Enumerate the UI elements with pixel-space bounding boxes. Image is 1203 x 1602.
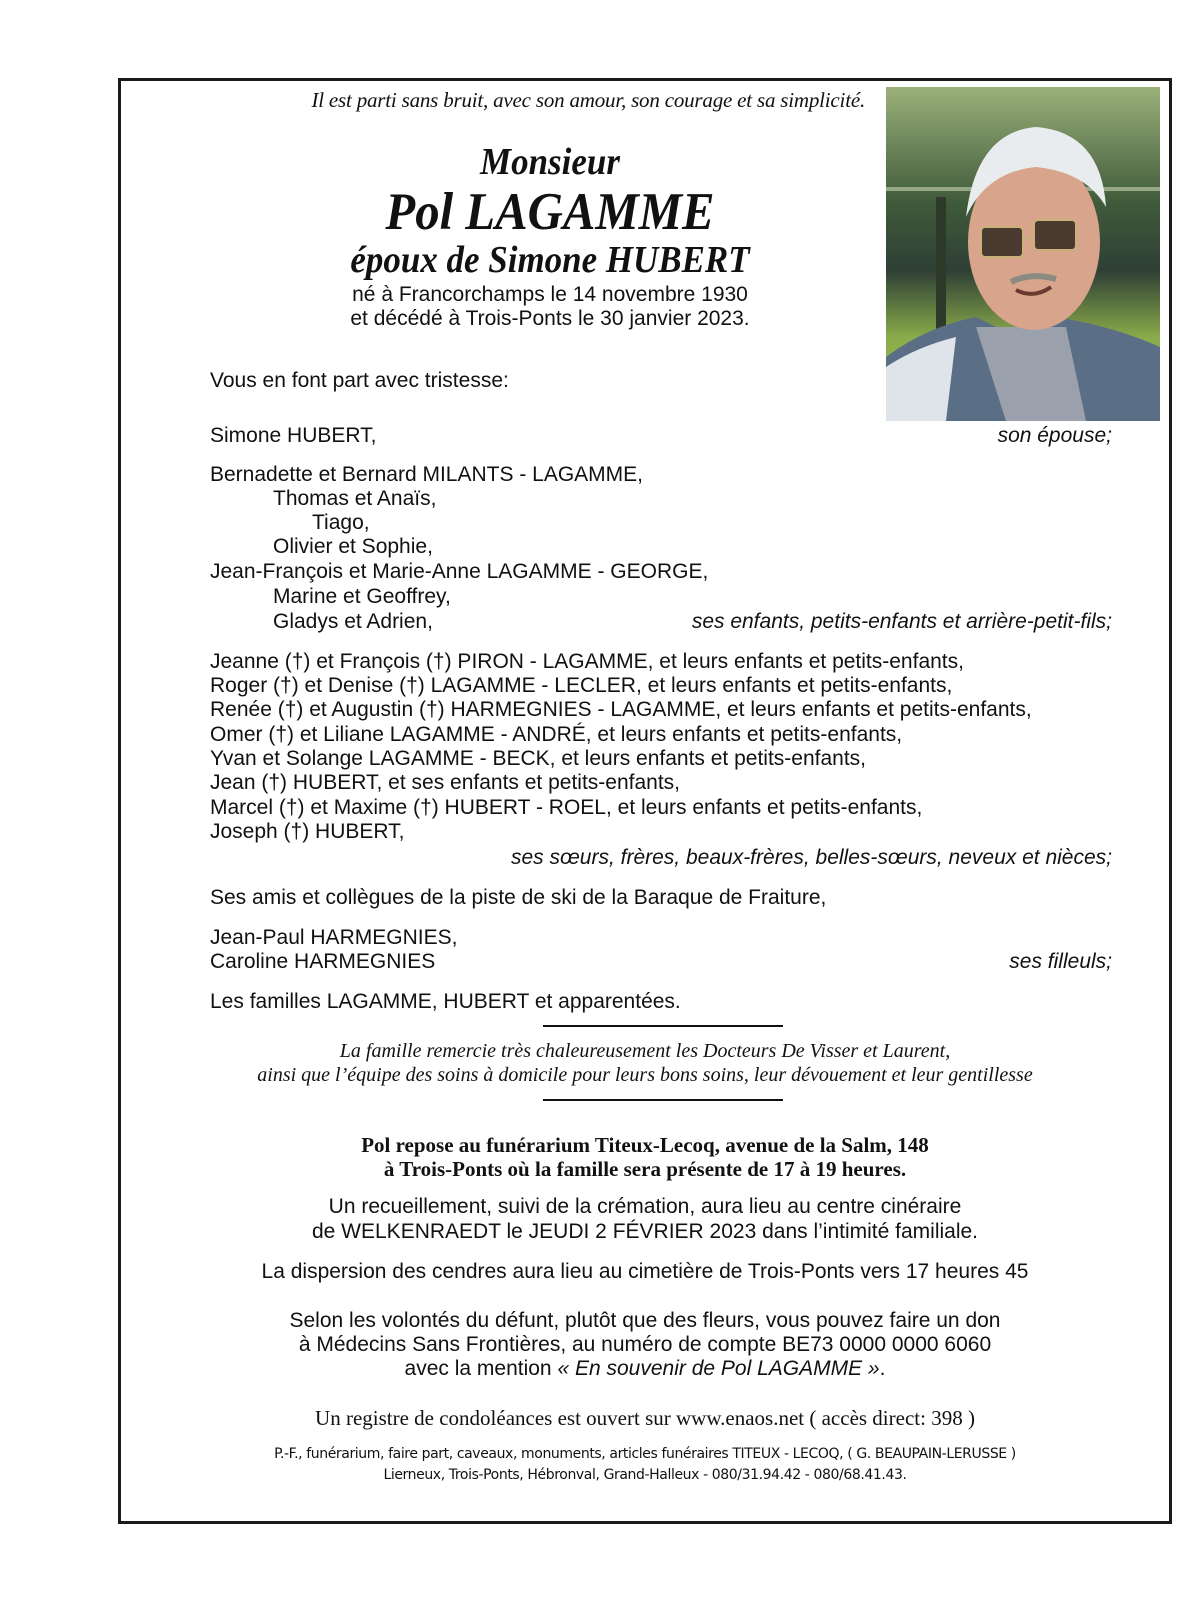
family-line: Bernadette et Bernard MILANTS - LAGAMME, [210,463,644,486]
rest-line-1: Pol repose au funérarium Titeux-Lecoq, avenue de la Salm, 148 [361,1133,929,1157]
registry-prefix: Un registre de condoléances est ouvert sur [315,1406,676,1430]
honorific-title: Monsieur [480,141,620,183]
sibling-line: Omer (†) et Liliane LAGAMME - ANDRÉ, et leurs enfants et petits-enfants, [210,723,903,746]
donation-line-3 [130,1357,1160,1381]
sibling-line: Renée (†) et Augustin (†) HARMEGNIES - LAGAMME, et leurs enfants et petits-enfants, [210,698,1032,721]
intro-text: Vous en font part avec tristesse: [210,369,509,392]
family-line: Tiago, [312,511,370,534]
donation-line-1: Selon les volontés du défunt, plutôt que des fleurs, vous pouvez faire un don [289,1309,1001,1332]
separator-line [543,1025,783,1027]
sibling-line: Yvan et Solange LAGAMME - BECK, et leurs enfants et petits-enfants, [210,747,867,770]
family-line: Marine et Geoffrey, [273,585,451,608]
sibling-line: Roger (†) et Denise (†) LAGAMME - LECLER, et leurs enfants et petits-enfants, [210,674,953,697]
friends-line: Ses amis et collègues de la piste de ski de la Baraque de Fraiture, [210,886,827,909]
thanks-line-1: La famille remercie très chaleureusement les Docteurs De Visser et Laurent, [339,1040,951,1062]
dispersion-line: La dispersion des cendres aura lieu au cimetière de Trois-Ponts vers 17 heures 45 [261,1260,1029,1283]
sibling-line: Jean (†) HUBERT, et ses enfants et petits-enfants, [210,771,681,794]
donation-quote: « En souvenir de Pol LAGAMME » [557,1357,880,1380]
footer-line-2: Lierneux, Trois-Ponts, Hébronval, Grand-Halleux - 080/31.94.42 - 080/68.41.43. [383,1467,907,1483]
epigraph: Il est parti sans bruit, avec son amour, son courage et sa simplicité. [311,88,865,112]
donation-prefix: avec la mention [404,1357,558,1380]
registry-link[interactable]: www.enaos.net [676,1406,805,1430]
ceremony-line-2: de WELKENRAEDT le JEUDI 2 FÉVRIER 2023 dans l’intimité familiale. [311,1220,979,1243]
family-line: Olivier et Sophie, [273,535,433,558]
godchild-line: Caroline HARMEGNIES [210,950,436,973]
family-line: Jean-François et Marie-Anne LAGAMME - GEORGE, [210,560,709,583]
siblings-relation: ses sœurs, frères, beaux-frères, belles-sœurs, neveux et nièces; [510,846,1112,869]
families-line: Les familles LAGAMME, HUBERT et apparentées. [210,990,681,1013]
thanks-line-2: ainsi que l’équipe des soins à domicile pour leurs bons soins, leur dévouement et leur gentillesse [257,1064,1033,1086]
godchild-line: Jean-Paul HARMEGNIES, [210,926,458,949]
sibling-line: Jeanne (†) et François (†) PIRON - LAGAMME, et leurs enfants et petits-enfants, [210,650,964,673]
children-relation: ses enfants, petits-enfants et arrière-petit-fils; [691,610,1112,633]
footer-line-1: P.-F., funérarium, faire part, caveaux, monuments, articles funéraires TITEUX - LECOQ, ( G. BEAUPAIN-LERUSSE ) [274,1446,1016,1462]
separator-line [543,1099,783,1101]
family-line: Thomas et Anaïs, [273,487,437,510]
spouse-entry: Simone HUBERT, [210,424,377,447]
condolence-registry [130,1406,1160,1431]
family-line: Gladys et Adrien, [273,610,433,633]
spouse-relation: son épouse; [997,424,1112,447]
deceased-name: Pol LAGAMME [385,183,715,241]
godchildren-relation: ses filleuls; [1009,950,1112,973]
birth-line: né à Francorchamps le 14 novembre 1930 [352,283,748,306]
spouse-line: époux de Simone HUBERT [350,239,750,281]
ceremony-line-1: Un recueillement, suivi de la crémation, aura lieu au centre cinéraire [328,1195,962,1218]
portrait-photo [886,87,1160,421]
rest-line-2: à Trois-Ponts où la famille sera présente de 17 à 19 heures. [383,1157,907,1181]
donation-suffix: . [879,1357,886,1380]
sibling-line: Marcel (†) et Maxime (†) HUBERT - ROEL, et leurs enfants et petits-enfants, [210,796,923,819]
donation-line-2: à Médecins Sans Frontières, au numéro de compte BE73 0000 0000 6060 [298,1333,992,1356]
death-line: et décédé à Trois-Ponts le 30 janvier 2023. [350,307,750,330]
registry-suffix: ( accès direct: 398 ) [804,1406,975,1430]
sibling-line: Joseph (†) HUBERT, [210,820,405,843]
